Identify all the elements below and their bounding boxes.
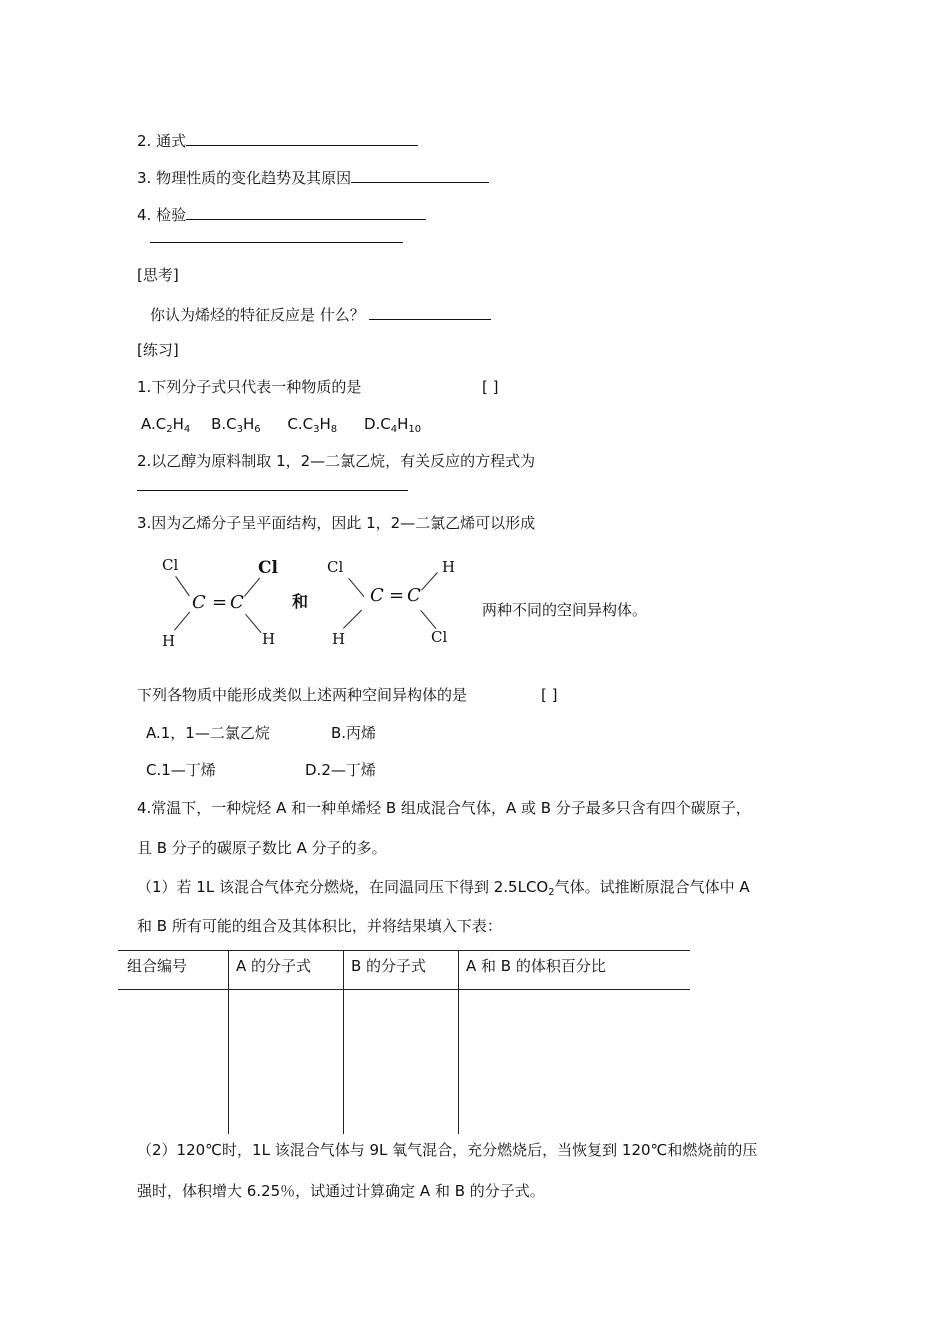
q4-line-3: （1）若 1L 该混合气体充分燃烧，在同温同压下得到 $2.5LCO_2$气体。试推断原混合气体中 A (137, 878, 750, 898)
q1-stem: 1.下列分子式只代表一种物质的是 (137, 378, 362, 396)
q4-part2-line-1: （2）120℃时，1L 该混合气体与 9L 氧气混合，充分燃烧后，当恢复到 120℃和燃烧前的压 (137, 1141, 758, 1159)
q1-option-d[interactable]: $D.C_4H_{10}$ (363, 415, 422, 435)
item-4-test (137, 203, 426, 225)
chlorine-label: Cl (431, 628, 448, 646)
answer-blank[interactable] (186, 129, 418, 146)
carbon-label: C (230, 592, 244, 613)
bond-line (175, 576, 190, 596)
item-2-label: 2. 通式 (137, 132, 187, 150)
item-2-formula (137, 129, 418, 151)
q1-options (141, 414, 421, 434)
hydrogen-label: H (162, 632, 176, 650)
q3b-bracket[interactable]: [ ] (541, 686, 558, 704)
item-4-label: 4. 检验 (137, 206, 187, 224)
bond-line (174, 612, 190, 631)
item-3-label: 3. 物理性质的变化趋势及其原因 (137, 169, 352, 187)
bond-line (420, 610, 436, 629)
hydrogen-label: H (332, 630, 346, 648)
hydrogen-label: H (442, 558, 456, 576)
q3-option-b[interactable]: B.丙烯 (331, 724, 377, 742)
chlorine-label: Cl (258, 558, 278, 578)
table-header-cell: 组合编号 (127, 957, 188, 975)
q2-answer[interactable] (137, 474, 408, 496)
chlorine-label: Cl (162, 556, 179, 574)
q3-option-a[interactable]: A.1，1—二氯乙烷 (146, 724, 270, 742)
carbon-label: C (370, 585, 384, 606)
table-top-rule (118, 950, 690, 951)
answer-blank[interactable] (351, 166, 489, 183)
answer-blank[interactable] (369, 303, 491, 320)
practice-heading: [练习] (137, 341, 179, 359)
double-bond-sign: = (389, 585, 405, 606)
carbon-label: C (407, 585, 421, 606)
q1-option-a[interactable]: $A.C_2H_4$ (141, 415, 191, 435)
bond-line (421, 572, 438, 591)
cis-isomer-structure (150, 552, 290, 652)
item-4-continuation[interactable] (150, 226, 403, 248)
q1-option-c[interactable]: $C.C_3H_8$ (287, 415, 338, 435)
item-3-properties (137, 166, 489, 188)
q3-option-d[interactable]: D.2—丁烯 (305, 761, 376, 779)
hydrogen-label: H (262, 630, 276, 648)
answer-blank[interactable] (150, 226, 403, 243)
q4-line-1: 4.常温下，一种烷烃 A 和一种单烯烃 B 组成混合气体，A 或 B 分子最多只含有四个碳原子， (137, 799, 751, 817)
answer-blank[interactable] (137, 474, 408, 491)
bond-line (348, 578, 364, 597)
q3b-stem: 下列各物质中能形成类似上述两种空间异构体的是 (137, 686, 468, 704)
double-bond-sign: = (212, 592, 228, 613)
q1-bracket[interactable]: [ ] (482, 378, 499, 396)
q4-part2-line-2: 强时，体积增大 6.25％，试通过计算确定 A 和 B 的分子式。 (137, 1182, 545, 1200)
q4-line-2: 且 B 分子的碳原子数比 A 分子的多。 (137, 839, 387, 857)
carbon-label: C (192, 592, 206, 613)
bond-line (244, 578, 260, 597)
bond-line (343, 610, 362, 629)
think-heading: [思考] (137, 266, 179, 284)
answer-blank[interactable] (186, 203, 426, 220)
think-question-text: 你认为烯烃的特征反应是 什么？ (150, 306, 365, 324)
chlorine-label: Cl (327, 558, 344, 576)
bond-line (245, 614, 261, 633)
table-header-cell: A 的分子式 (236, 957, 312, 975)
q4-line-4: 和 B 所有可能的组合及其体积比，并将结果填入下表： (137, 917, 502, 935)
conjunction-and: 和 (292, 592, 309, 611)
table-header-cell: A 和 B 的体积百分比 (466, 957, 606, 975)
trans-isomer-structure (325, 552, 465, 652)
q1-option-b[interactable]: $B.C_3H_6$ (211, 415, 261, 435)
q3-option-c[interactable]: C.1—丁烯 (146, 761, 216, 779)
q3-stem: 3.因为乙烯分子呈平面结构，因此 1，2—二氯乙烯可以形成 (137, 514, 536, 532)
table-answer-area[interactable] (118, 990, 690, 1134)
q3-tail: 两种不同的空间异构体。 (482, 601, 648, 619)
q2-stem: 2.以乙醇为原料制取 1，2—二氯乙烷，有关反应的方程式为 (137, 452, 536, 470)
table-header-cell: B 的分子式 (351, 957, 427, 975)
think-question (150, 303, 491, 325)
